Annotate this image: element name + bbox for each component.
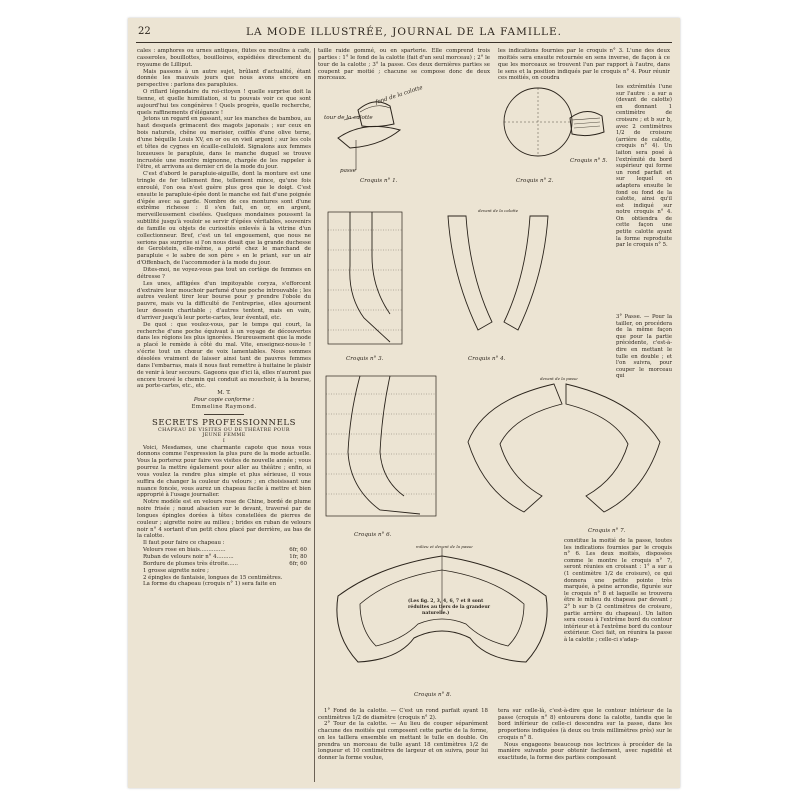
- material-row: Ruban de velours noir n° 4.......... 1fr, 80: [143, 554, 307, 560]
- paragraph: O riflard légendaire du roi-citoyen ! quelle surprise doit la tienne, et quelle humiliation, si tu pouvais voir ce que sont aujourd'hui tes congénères ! Quels progrès, quelle recherche, quels raffinements d'élégance !: [137, 89, 311, 116]
- top-text-col2: taille raide gommé, ou en sparterie. Elle comprend trois parties : 1° le fond de la calotte (fait d'un seul morceau) ; 2° le tour de la calotte ; 3° la passe. Ces deux dernières parties se coupent par moitié ; chacune se compose donc de deux morceaux.: [318, 48, 490, 82]
- section-title: SECRETS PROFESSIONNELS: [151, 417, 297, 428]
- croquis-3-figure: [320, 206, 410, 366]
- section-subtitle: JEUNE FEMME: [202, 433, 246, 439]
- label-fond-calotte: fond de la calotte: [374, 84, 424, 106]
- bottom-text-col3: [498, 708, 672, 762]
- caption-croquis-1: Croquis n° 1.: [360, 178, 398, 184]
- right-column-c: constitue la moitié de la passe, toutes les indications fournies par le croquis n° 6. Les deux moitiés, disposées comme le montre le croquis n° 7, seront réunies en croisant : 1° a sur a (1 centimètre 1/2 de croisure), ce qui donnera une petite pointe très marquée, à peine arrondie, figurée sur le croquis n° 8 et laquelle se trouvera être le milieu du chapeau par devant ; 2° b sur b (2 centimètres de croisure, partie arrière du chapeau). Un laiton sera cousu à l'extrême bord du contour intérieur et à l'extrême bord du contour extérieur. Ceci fait, on réunira la passe à la calotte ; celle-ci s'adap-: [564, 538, 672, 643]
- right-column-a: les extrémités l'une sur l'autre : a sur a (devant de calotte) en donnant 1 centimètre de croisure ; et b sur b, avec 2 centimètres 1/2 de croisure (arrière de calotte, croquis n° 4). Un laiton sera posé à l'extrémité du bord supérieur qui forme un rond parfait et sur lequel on adaptera ensuite le fond ou fond de la calotte, ainsi qu'il est indiqué sur notre croquis n° 4. On obtiendra de cette façon une petite calotte ayant la forme reproduite par le croquis n° 5.: [616, 84, 672, 249]
- caption-croquis-2: Croquis n° 2.: [516, 178, 554, 184]
- material-row: Velours rose en biais............... 6fr, 60: [143, 547, 307, 554]
- label-devant-calotte: devant de la calotte: [478, 208, 519, 213]
- paragraph: cales : amphores ou urnes antiques, flûtes ou moulins à café, casseroles, bouillottes, bouilloires, expédiées directement du royaume de Lilliput.: [137, 48, 311, 68]
- label-passe: passe: [340, 168, 356, 174]
- paragraph: Voici, Mesdames, une charmante capote que nous vous donnons comme l'expression la plus pure de la mode actuelle. Vous la porterez pour faire vos visites de nouvelle année ; vous pourrez la mettre également pour aller au théâtre ; enfin, si vous voulez la rendre plus simple et plus sérieuse, il vous suffira de changer la couleur du velours ; en choisissant une nuance foncée, vous aurez un chapeau facile à mettre et bien approprié à l'usage journalier.: [137, 444, 311, 499]
- newspaper-page: [128, 18, 680, 788]
- paragraph: Dites-moi, ne voyez-vous pas tout un cortège de femmes en détresse ?: [137, 267, 311, 280]
- top-text-col3: les indications fournies par le croquis n° 3. L'une des deux moitiés sera ensuite retournée en sens inverse, de façon à ce que les morceaux se trouvent l'un par rapport à l'autre, dans le sens et la position indiqués par le croquis n° 4. Pour réunir ces moitiés, on coudra: [498, 48, 670, 82]
- paragraph: De quoi : que voulez-vous, par le temps qui court, la recherche d'une poche équivaut à un voyage de découvertes dans les régions les plus ignorées. Heureusement que la mode a placé le remède à côté du mal. Vite, enseignez-nous-le ! s'écrie tout un chœur de voix lamentables. Nous sommes désolées vraiment de laisser ainsi tant de pauvres femmes dans l'embarras, mais il nous faut remettre à huitaine le plaisir de venir à leur secours. Gageons que d'ici là, elles n'auront pas encore trouvé le chemin qui conduit au mouchoir, à la bourse, au porte-cartes, etc., etc.: [137, 321, 311, 390]
- bottom-text-col2: [318, 708, 488, 762]
- croquis-4-figure: [438, 206, 558, 366]
- croquis-5-figure: [558, 96, 614, 176]
- material-row: Bordure de plumes très étroite...... 6fr, 60: [143, 560, 307, 567]
- signature-initials: M. T.: [217, 390, 231, 397]
- caption-croquis-5: Croquis n° 5.: [570, 158, 608, 164]
- label-milieu-passe: milieu et devant de la passe: [416, 544, 473, 549]
- croquis-8-figure: [318, 542, 566, 702]
- croquis-6-figure: [320, 372, 440, 542]
- paragraph: Notre modèle est en velours rose de Chine, bordé de plume noire frisée ; nœud alsacien sur le devant, traversé par de longues épingles dorées à têtes constellées de pierres de couleur ; aigrette noire au milieu ; brides en ruban de velours noir n° 4 sortant d'un petit chou placé par derrière, au bas de la calotte.: [137, 499, 311, 540]
- paragraph: 2 épingles de fantaisie, longues de 15 centimètres.: [143, 574, 283, 581]
- caption-croquis-4: Croquis n° 4.: [468, 356, 506, 362]
- caption-croquis-7: Croquis n° 7.: [588, 528, 626, 534]
- paragraph: Nous engageons beaucoup nos lectrices à procéder de la manière suivante pour obtenir facilement, avec rapidité et exactitude, la forme des parties composant: [498, 741, 672, 761]
- section-subtitle: CHAPEAU DE VISITES OU DE THÉÂTRE POUR: [158, 427, 290, 433]
- column-divider: [314, 48, 315, 782]
- column-1: [137, 48, 311, 782]
- figure-note-2: réduites au tiers de la grandeur: [408, 605, 491, 610]
- figure-note-1: (Les fig. 2, 3, 4, 6, 7 et 8 sont: [408, 599, 484, 604]
- figure-note-3: naturelle.): [422, 611, 450, 616]
- label-devant-passe: devant de la passe: [540, 376, 578, 381]
- signature-name: Emmeline Raymond.: [191, 403, 257, 410]
- header-rule: [136, 42, 672, 43]
- caption-croquis-8: Croquis n° 8.: [414, 692, 452, 698]
- croquis-1-figure: [320, 76, 424, 186]
- caption-croquis-3: Croquis n° 3.: [346, 356, 384, 362]
- page-header: [128, 18, 680, 44]
- paragraph: C'est d'abord le parapluie-aiguille, dont la monture est une tringle de fer tellement fine, tellement mince, qu'une fois enroulé, l'on osa n'est guère plus gros que le doigt. C'est ensuite le parapluie-épée dont le manche est fait d'une poignée d'épée avec sa garde. Nombre de ces montures sont d'une extrême richesse : il s'en fait, en or, en argent, merveilleusement ciselées. Quelques mondaines poussent la subtilité jusqu'à vouloir se servir d'épées véritables, souvenirs de famille ou objets de curiosités enlevés à la vitrine d'un collectionneur. Bref, c'est un tel engouement, que nous ne serions pas surprise si l'on nous disait que la grande duchesse de Gerolstein, elle-même, a porté chez le marchand de parapluie « le sabre de son père » en le priant, sur un air d'Offenbach, de l'accommoder à la mode du jour.: [137, 171, 311, 267]
- caption-croquis-6: Croquis n° 6.: [354, 532, 392, 538]
- paragraph: tera sur celle-là, c'est-à-dire que le contour intérieur de la passe (croquis n° 8) entourera donc la calotte, tandis que le bord inférieur de celle-ci descendra sur la passe, dans les proportions indiquées (à deux ou trois millimètres près) sur le croquis n° 8.: [498, 708, 672, 741]
- section-numeral: I: [222, 438, 226, 444]
- journal-title: LA MODE ILLUSTRÉE, JOURNAL DE LA FAMILLE.: [246, 26, 562, 38]
- paragraph: Les unes, affligées d'un impitoyable coryza, s'efforcent d'extraire leur mouchoir parfumé d'une poche introuvable ; les autres veulent tirer leur bourse pour y prendre l'obole du pauvre, mais vu la difficulté de l'entreprise, elles ajournent leur dessein charitable ; d'autres tentent, mais en vain, d'arriver jusqu'à leur porte-cartes, leur éventail, etc.: [137, 280, 311, 321]
- signature-copy: Pour copie conforme :: [193, 397, 255, 404]
- paragraph: Mais passons à un autre sujet, brûlant d'actualité, étant donnée les mauvais jours que nous avons encore en perspective : parlons des parapluies.: [137, 68, 311, 89]
- paragraph: Jetons un regard en passant, sur les manches de bambou, au haut desquels grimacent des magots japonais ; sur ceux en bois naturels, chêne ou merisier, coiffés d'une olive terne, d'une béquille Louis XV, en or ou en vieil argent ; sur les cols et têtes de cygnes en écaille-celluloïd. Signalons aux femmes luxueuses le parapluie, dans le manche duquel se trouve incrustée une montre mignonne, chargée de les rappeler à l'être, et arrivons au dernier cri de la mode du jour.: [137, 116, 311, 171]
- paragraph: 2° Tour de la calotte. — Au lieu de couper séparément chacune des moitiés qui composent cette partie de la forme, on les taillera ensemble en mettant le tulle en double. On prendra un morceau de tulle ayant 18 centimètres 1/2 de longueur et 10 centimètres de largeur et on suivra, pour lui donner la forme voulue,: [318, 721, 488, 761]
- paragraph: 1 grosse aigrette noire ;: [143, 567, 209, 574]
- paragraph: 1° Fond de la calotte. — C'est un rond parfait ayant 18 centimètres 1/2 de diamètre (croquis n° 2).: [318, 708, 488, 721]
- page-number: 22: [138, 26, 151, 37]
- separator: [204, 414, 244, 415]
- paragraph: La forme du chapeau (croquis n° 1) sera faite en: [143, 581, 277, 588]
- right-column-b: 3° Passe. — Pour la tailler, on procédera de la même façon que pour la partie précédente, c'est-à-dire en mettant le tulle en double ; et l'on suivra, pour couper le morceau qui: [616, 314, 672, 380]
- label-tour-calotte: tour de la calotte: [324, 115, 373, 121]
- paragraph: Il faut pour faire ce chapeau :: [143, 540, 225, 547]
- croquis-7-figure: [454, 372, 674, 542]
